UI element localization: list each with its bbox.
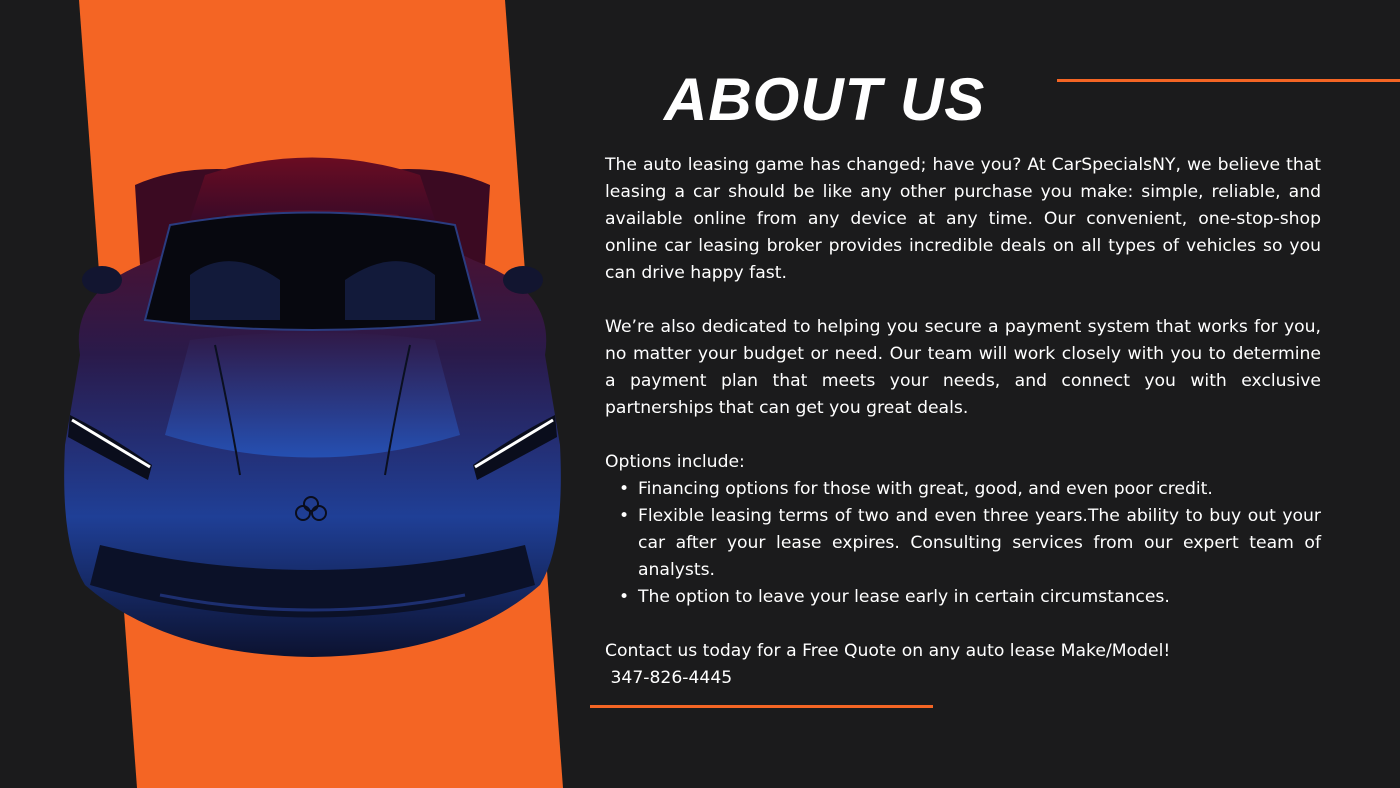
sports-car-image [40,145,585,665]
list-item [605,584,1321,611]
list-item [605,503,1321,584]
bullet-icon: • [619,587,630,607]
bullet-icon: • [619,506,630,526]
option-text: Flexible leasing terms of two and even three years.The ability to buy out your car after your lease expires. Consulting services from our expert team of analysts. [638,506,1321,580]
payment-paragraph: We’re also dedicated to helping you secure a payment system that works for you, no matter your budget or need. Our team will work closely with you to determine a payment plan that meets your needs, and connect you with exclusive partnerships that can get you great deals. [605,317,1321,418]
page-title: ABOUT US [664,66,986,133]
phone-number[interactable]: 347-826-4445 [605,668,733,688]
bullet-icon: • [619,479,630,499]
intro-paragraph: The auto leasing game has changed; have you? At CarSpecialsNY, we believe that leasing a car should be like any other purchase you make: simple, reliable, and available online from any device at any time. Our convenient, one-stop-shop online car leasing broker provides incredible deals on all types of vehicles so you can drive happy fast. [605,155,1321,283]
options-list [605,476,1321,611]
accent-line-top [1057,79,1400,82]
option-text: The option to leave your lease early in certain circumstances. [638,587,1170,607]
list-item [605,476,1321,503]
contact-text: Contact us today for a Free Quote on any auto lease Make/Model! [605,641,1171,661]
accent-line-bottom [590,705,933,708]
about-content [605,152,1321,692]
option-text: Financing options for those with great, good, and even poor credit. [638,479,1213,499]
options-heading: Options include: [605,452,745,472]
